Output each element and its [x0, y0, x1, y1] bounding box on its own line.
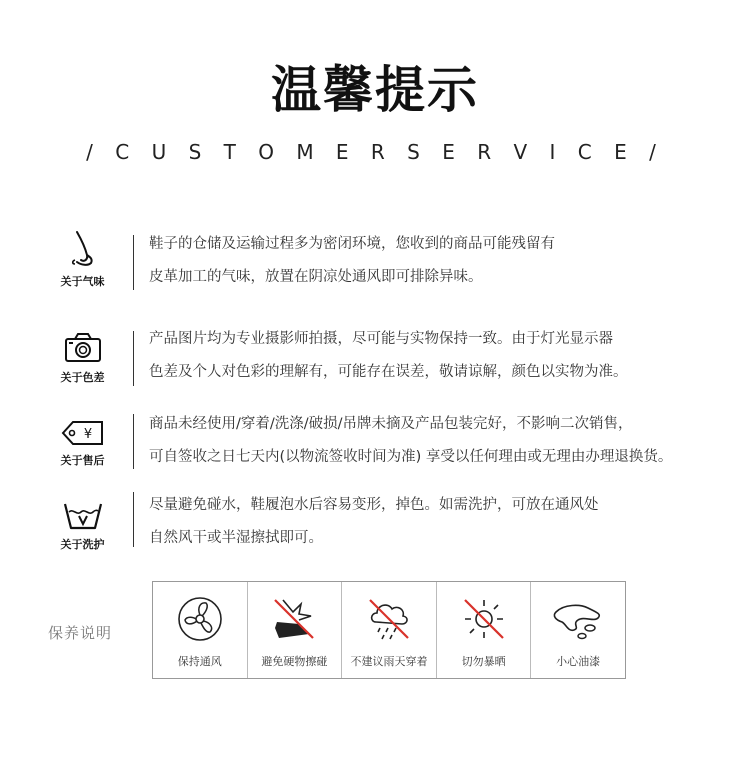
no-sun-icon [459, 594, 509, 644]
care-panel [152, 581, 626, 679]
divider [133, 331, 134, 386]
notice-line: 可自签收之日七天内(以物流签收时间为准) 享受以任何理由或无理由办理退换货。 [149, 449, 673, 465]
svg-text:¥: ¥ [83, 427, 92, 442]
notice-label: 关于洗护 [60, 538, 105, 551]
divider [133, 492, 134, 547]
care-item [153, 582, 248, 678]
notice-label: 关于售后 [60, 454, 105, 467]
notice-line: 尽量避免碰水，鞋履泡水后容易变形，掉色。如需洗护，可放在通风处 [149, 497, 599, 513]
price-tag-icon [61, 418, 105, 448]
care-item [437, 582, 532, 678]
notice-line: 产品图片均为专业摄影师拍摄，尽可能与实物保持一致。由于灯光显示器 [149, 331, 613, 347]
notice-label: 关于气味 [60, 275, 105, 288]
page-subtitle: / C U S T O M E R S E R V I C E / [86, 140, 664, 164]
care-item [248, 582, 343, 678]
care-item-label: 避免硬物擦碰 [261, 655, 328, 668]
care-item-label: 小心油漆 [556, 655, 601, 668]
care-item-label: 保持通风 [177, 655, 222, 668]
fan-icon [175, 594, 225, 644]
care-item-label: 不建议雨天穿着 [350, 655, 428, 668]
no-hard-object-icon [269, 594, 319, 644]
wash-basin-icon [61, 498, 105, 532]
nose-icon [63, 229, 103, 269]
notice-line: 商品未经使用/穿着/洗涤/破损/吊牌未摘及产品包装完好，不影响二次销售， [149, 416, 633, 432]
care-section-label: 保养说明 [48, 624, 113, 642]
notice-line: 鞋子的仓储及运输过程多为密闭环境，您收到的商品可能残留有 [149, 236, 555, 252]
notice-line: 色差及个人对色彩的理解有，可能存在误差，敬请谅解，颜色以实物为准。 [149, 364, 628, 380]
oil-stain-icon [550, 594, 606, 644]
page-title: 温馨提示 [271, 61, 479, 119]
notice-line: 自然风干或半湿擦拭即可。 [149, 530, 323, 546]
divider [133, 235, 134, 290]
care-item-label: 切勿暴晒 [461, 655, 506, 668]
care-item [531, 582, 625, 678]
notice-label: 关于色差 [60, 371, 105, 384]
care-item [342, 582, 437, 678]
notice-line: 皮革加工的气味，放置在阴凉处通风即可排除异味。 [149, 269, 483, 285]
no-rain-icon [364, 594, 414, 644]
divider [133, 414, 134, 469]
camera-icon [63, 331, 103, 365]
